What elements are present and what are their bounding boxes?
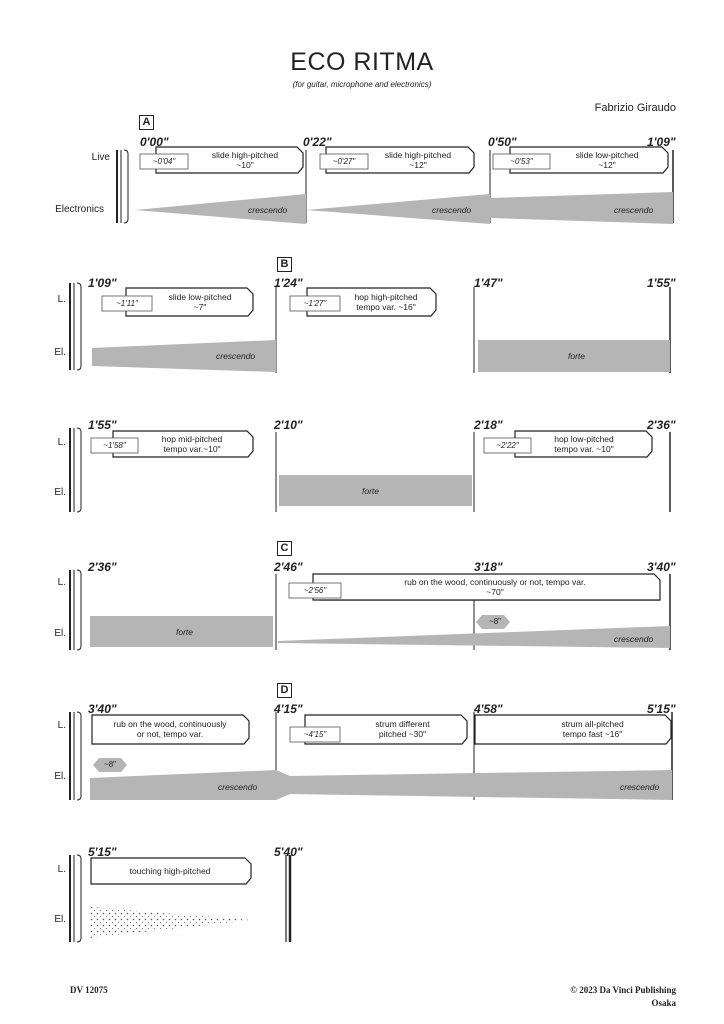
event-description: touching high-pitched (129, 866, 211, 876)
dynamic-marking: crescendo (248, 205, 288, 215)
copyright: © 2023 Da Vinci Publishing (570, 985, 676, 995)
event-start-time: ~0'53" (510, 157, 533, 166)
score-title: ECO RITMA (290, 48, 434, 76)
time-marker: 5'40" (274, 845, 303, 859)
time-marker: 3'18" (474, 560, 503, 574)
time-marker: 2'18" (474, 418, 503, 432)
event-description: hop low-pitched tempo var. ~10" (554, 434, 614, 454)
time-marker: 2'36" (647, 418, 676, 432)
label-l: L. (57, 577, 66, 588)
event-start-time: ~0'27" (332, 157, 356, 166)
label-live: Live (91, 152, 110, 163)
time-marker: 0'00" (140, 135, 169, 149)
tag-label: ~8" (489, 617, 501, 626)
dynamic-marking: crescendo (614, 634, 654, 644)
event-description: rub on the wood, continuously or not, tempo var. (113, 719, 227, 739)
time-marker: 0'22" (303, 135, 332, 149)
event-start-time: ~4'15" (303, 730, 327, 739)
section-marker-a: A (139, 115, 154, 130)
event-description: slide high-pitched ~12" (384, 150, 452, 170)
time-marker: 1'55" (647, 276, 676, 290)
el-crescendo-d2 (276, 770, 290, 800)
time-marker: 3'40" (647, 560, 676, 574)
tag-label: ~8" (104, 760, 116, 769)
time-marker: 1'55" (88, 418, 117, 432)
time-marker: 2'36" (88, 560, 117, 574)
section-marker-d: D (277, 683, 292, 698)
label-l: L. (57, 864, 66, 875)
time-marker: 1'09" (647, 135, 676, 149)
dynamic-marking: crescendo (620, 782, 660, 792)
event-description: slide low-pitched ~7" (168, 292, 232, 312)
time-marker: 5'15" (647, 702, 676, 716)
label-el: El. (54, 347, 66, 358)
label-l: L. (57, 294, 66, 305)
event-start-time: ~2'56" (303, 586, 327, 595)
label-el: El. (54, 487, 66, 498)
event-description: slide high-pitched ~10" (211, 150, 279, 170)
dynamic-marking: crescendo (218, 782, 258, 792)
catalog-number: DV 12075 (70, 985, 108, 995)
event-start-time: ~2'22" (496, 441, 519, 450)
time-marker: 0'50" (488, 135, 517, 149)
label-l: L. (57, 720, 66, 731)
dynamic-marking: crescendo (216, 351, 256, 361)
el-crescendo-d3 (290, 770, 672, 800)
time-marker: 1'47" (474, 276, 503, 290)
section-marker-c: C (277, 541, 292, 556)
time-marker: 2'10" (274, 418, 303, 432)
time-marker: 1'09" (88, 276, 117, 290)
event-description: hop mid-pitched tempo var.~10" (161, 434, 223, 454)
time-marker: 4'58" (474, 702, 503, 716)
time-marker: 5'15" (88, 845, 117, 859)
label-el: El. (54, 771, 66, 782)
el-dots-e (90, 907, 252, 938)
composer-name: Fabrizio Giraudo (594, 102, 676, 114)
event-start-time: ~1'11" (116, 299, 138, 308)
label-electronics: Electronics (55, 204, 104, 215)
time-marker: 4'15" (274, 702, 303, 716)
section-marker-b: B (277, 257, 292, 272)
dynamic-marking: forte (362, 486, 380, 496)
dynamic-marking: forte (568, 351, 586, 361)
dynamic-marking: crescendo (614, 205, 654, 215)
event-description: slide low-pitched ~12" (575, 150, 639, 170)
dynamic-marking: crescendo (432, 205, 472, 215)
event-start-time: ~0'04" (152, 157, 176, 166)
event-start-time: ~1'58" (103, 441, 126, 450)
time-marker: 2'46" (274, 560, 303, 574)
time-marker: 3'40" (88, 702, 117, 716)
event-description: strum different pitched ~30" (375, 719, 430, 739)
label-el: El. (54, 628, 66, 639)
event-description: rub on the wood, continuously or not, tempo var. ~70" (404, 577, 586, 597)
label-l: L. (57, 437, 66, 448)
time-marker: 1'24" (274, 276, 303, 290)
label-el: El. (54, 914, 66, 925)
event-description: strum all-pitched tempo fast ~16" (561, 719, 624, 739)
dynamic-marking: forte (176, 627, 194, 637)
publisher-city: Osaka (651, 998, 676, 1008)
event-start-time: ~1'27" (303, 299, 327, 308)
score-subtitle: (for guitar, microphone and electronics) (292, 80, 432, 89)
event-description: hop high-pitched tempo var. ~16" (354, 292, 418, 312)
